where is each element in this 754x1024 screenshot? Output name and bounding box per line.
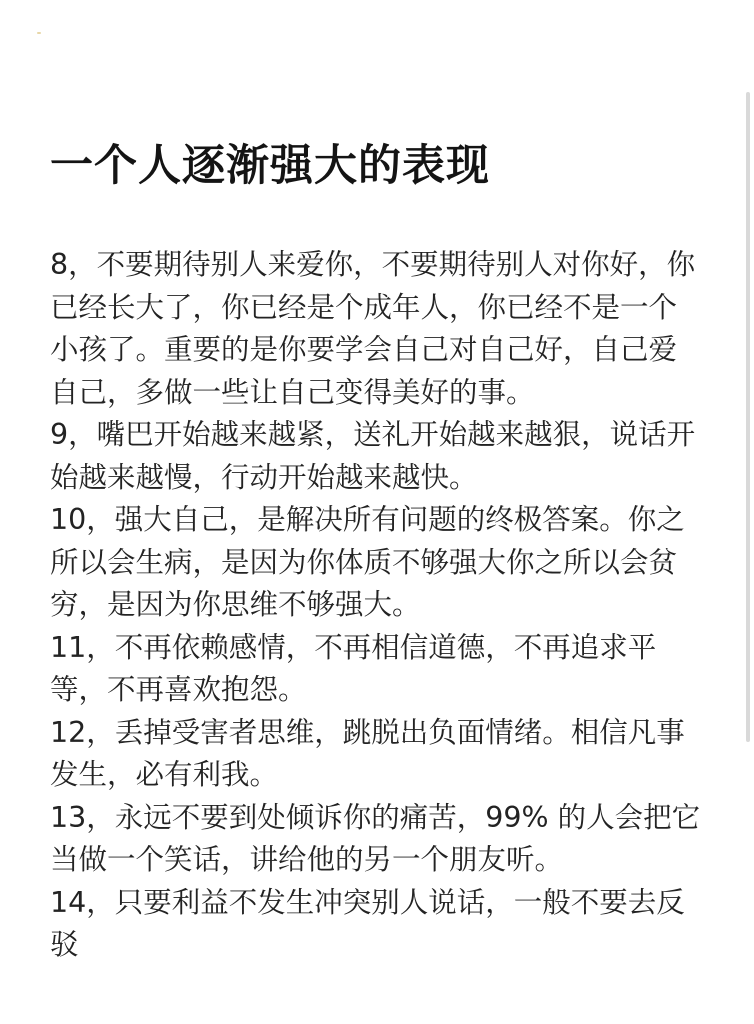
article-body bbox=[50, 244, 702, 967]
list-item: 12，丢掉受害者思维，跳脱出负面情绪。相信凡事发生，必有利我。 bbox=[50, 715, 685, 791]
vertical-scrollbar[interactable] bbox=[746, 92, 750, 742]
list-item: 13，永远不要到处倾诉你的痛苦，99% 的人会把它当做一个笑话，讲给他的另一个朋友听。 bbox=[50, 800, 701, 876]
page-title: 一个人逐渐强大的表现 bbox=[50, 141, 490, 191]
list-item: 10，强大自己，是解决所有问题的终极答案。你之所以会生病，是因为你体质不够强大你之所以会贫穷，是因为你思维不够强大。 bbox=[50, 503, 685, 621]
list-item: 14，只要利益不发生冲突别人说话，一般不要去反驳 bbox=[50, 885, 685, 961]
list-item: 9，嘴巴开始越来越紧，送礼开始越来越狠，说话开始越来越慢，行动开始越来越快。 bbox=[50, 418, 696, 494]
list-item: 8，不要期待别人来爱你，不要期待别人对你好，你已经长大了，你已经是个成年人，你已经不是一个小孩了。重要的是你要学会自己对自己好，自己爱自己，多做一些让自己变得美好的事。 bbox=[50, 248, 696, 409]
decorative-dot bbox=[37, 32, 41, 34]
list-item: 11，不再依赖感情，不再相信道德，不再追求平等，不再喜欢抱怨。 bbox=[50, 630, 657, 706]
